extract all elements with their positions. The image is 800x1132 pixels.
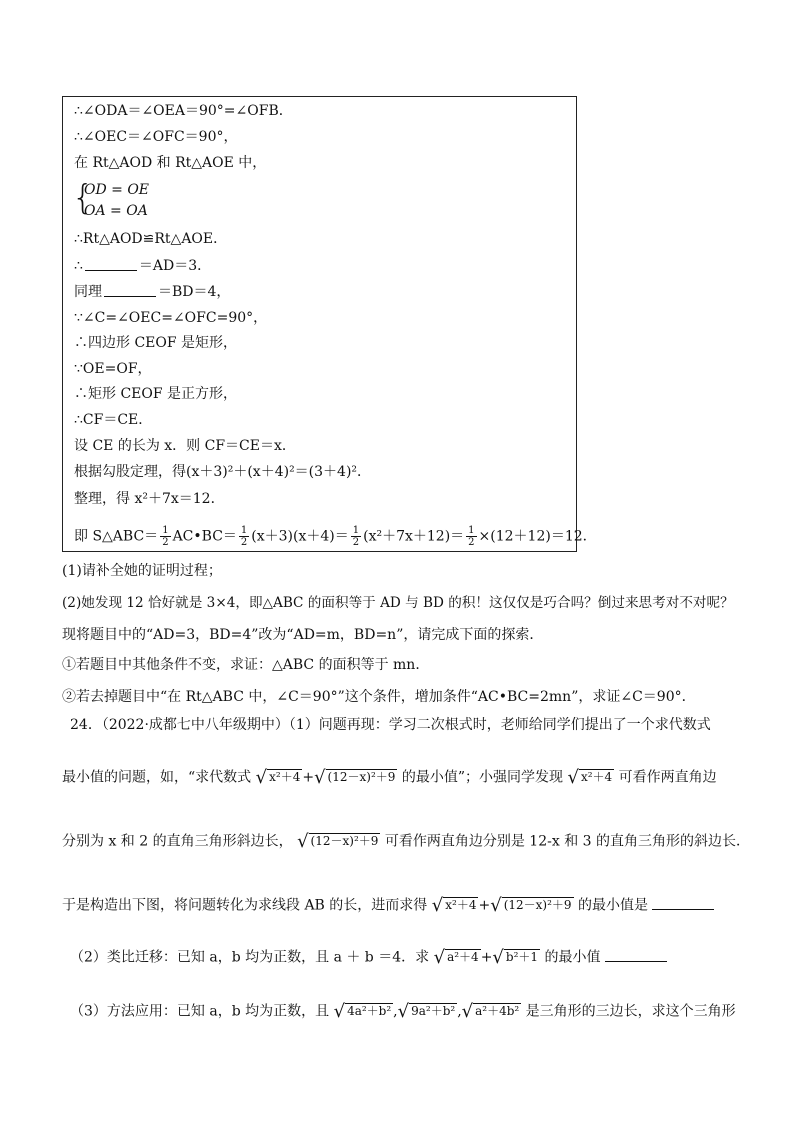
problem-24-line-2: 最小值的问题，如，“求代数式 √ x²＋4 +√ (12－x)²＋9 的最小值”；小强同学发现 √ x²＋4 可看作两直角边 [62, 767, 717, 788]
question-1: (1)请补全她的证明过程； [62, 563, 222, 579]
sqrt-expr: √ 9a²＋b² [397, 1001, 456, 1022]
system-eq-1: OD = OE [84, 182, 150, 198]
proof-line-14: 根据勾股定理，得(x＋3)²＋(x＋4)²＝(3＋4)²． [74, 464, 372, 480]
proof-line-8: ∵∠C=∠OEC=∠OFC=90°， [74, 310, 268, 326]
sqrt-expr: √ 4a²＋b² [333, 1001, 392, 1022]
proof-line-5: ∴Rt△AOD≌Rt△AOE． [74, 231, 228, 247]
sqrt-expr: √ x²＋4 [255, 767, 301, 788]
fraction-half: $\frac{1}{2}$ [468, 525, 475, 548]
question-2-part-1: ①若题目中其他条件不变，求证：△ABC 的面积等于 mn． [62, 657, 430, 673]
proof-line-13: 设 CE 的长为 x．则 CF＝CE＝x． [74, 438, 296, 454]
problem-24-header: 24．（2022·成都七中八年级期中）（1）问题再现：学习二次根式时，老师给同学们提出了一个求代数式 [70, 717, 711, 733]
system-eq-2: OA = OA [84, 203, 148, 219]
proof-line-10: ∵OE=OF， [74, 361, 152, 377]
question-2-part-2: ②若去掉题目中“在 Rt△ABC 中，∠C＝90°”这个条件，增加条件“AC•BC=2mn”，求证∠C＝90°． [62, 689, 696, 705]
proof-line-11: ∴矩形 CEOF 是正方形， [74, 386, 238, 402]
answer-blank-2[interactable] [104, 284, 156, 297]
problem-24-part-2: （2）类比迁移：已知 a，b 均为正数，且 a ＋ b ＝4．求 √ a²＋4 +√ b²＋1 的最小值 [70, 946, 667, 969]
fraction-half: $\frac{1}{2}$ [352, 525, 360, 548]
proof-line-2: ∴∠OEC＝∠OFC＝90°， [74, 129, 238, 145]
problem-24-line-3: 分别为 x 和 2 的直角三角形斜边长， √ (12－x)²＋9 可看作两直角边分别是 12-x 和 3 的直角三角形的斜边长． [62, 831, 751, 852]
sqrt-expr: √ x²＋4 [567, 767, 613, 788]
sqrt-expr: √ (12－x)²＋9 [314, 767, 396, 788]
sqrt-expr: √ b²＋1 [492, 947, 539, 968]
proof-line-12: ∴CF＝CE． [74, 412, 153, 428]
sqrt-expr: √ (12－x)²＋9 [490, 895, 572, 916]
proof-line-6: ∴ ＝AD＝3． [74, 258, 212, 274]
problem-24-line-4: 于是构造出下图，将问题转化为求线段 AB 的长，进而求得 √ x²＋4 +√ (12－x)²＋9 的最小值是 [62, 894, 714, 917]
system-brace: { [72, 178, 94, 218]
answer-blank-4[interactable] [605, 949, 667, 962]
answer-blank-1[interactable] [85, 258, 137, 271]
proof-line-3: 在 Rt△AOD 和 Rt△AOE 中， [74, 155, 267, 171]
proof-line-9: ∴四边形 CEOF 是矩形， [74, 335, 238, 351]
sqrt-expr: √ a²＋4 [433, 947, 479, 968]
question-2-intro: (2)她发现 12 恰好就是 3×4，即△ABC 的面积等于 AD 与 BD 的积！这仅仅是巧合吗？倒过来思考对不对呢？ [62, 595, 734, 611]
proof-line-7: 同理 ＝BD＝4， [74, 284, 231, 300]
answer-blank-3[interactable] [652, 897, 714, 910]
sqrt-expr: √ a²＋4b² [461, 1001, 520, 1022]
proof-line-15: 整理，得 x²＋7x＝12． [74, 491, 225, 507]
proof-line-1: ∴∠ODA＝∠OEA＝90°=∠OFB． [74, 103, 293, 119]
proof-line-16: 即 S△ABC＝ $\frac{1}{2}$ AC•BC＝ $\frac{1}{2}$ (x＋3)(x＋4)＝ $\frac{1}{2}$ (x²＋7x＋12)＝ $\frac{1}{2}$ ×(12＋12)＝12． [74, 525, 597, 548]
sqrt-expr: √ x²＋4 [431, 895, 477, 916]
sqrt-expr: √ (12－x)²＋9 [297, 831, 379, 852]
problem-24-part-3: （3）方法应用：已知 a，b 均为正数，且 √ 4a²＋b² ,√ 9a²＋b² ,√ a²＋4b² 是三角形的三边长，求这个三角形 [70, 1001, 736, 1022]
fraction-half: $\frac{1}{2}$ [240, 525, 248, 548]
fraction-half: $\frac{1}{2}$ [162, 525, 169, 548]
question-2-change: 现将题目中的“AD=3，BD=4”改为“AD=m，BD=n”，请完成下面的探索． [62, 627, 544, 643]
